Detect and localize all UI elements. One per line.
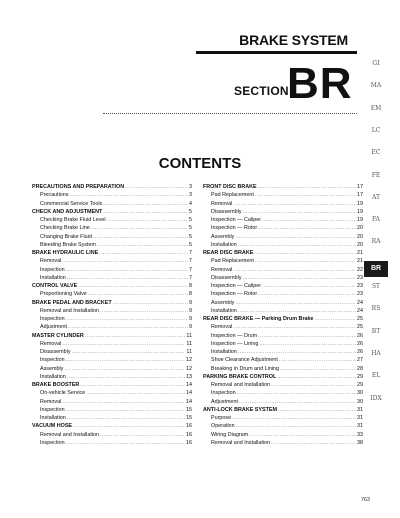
toc-leader-dots: [239, 398, 356, 406]
toc-entry[interactable]: [203, 224, 363, 232]
toc-leader-dots: [125, 183, 188, 191]
toc-entry-page: 5: [189, 225, 192, 232]
toc-entry[interactable]: [32, 299, 192, 307]
toc-entry-page: 28: [357, 365, 363, 372]
toc-entry-page: 5: [189, 217, 192, 223]
toc-entry-page: 31: [357, 415, 363, 421]
toc-entry-label: Inspection: [40, 439, 65, 446]
toc-entry[interactable]: [32, 241, 192, 249]
toc-entry-page: 5: [189, 233, 192, 240]
toc-entry-label: Checking Brake Line: [40, 225, 90, 232]
side-index-tab[interactable]: HA: [371, 349, 381, 357]
toc-entry[interactable]: [203, 398, 363, 406]
toc-entry-label: Inspection: [211, 390, 236, 397]
toc-entry-label: Installation: [40, 415, 66, 421]
toc-leader-dots: [255, 191, 356, 199]
toc-entry-label: Inspection: [40, 357, 65, 364]
toc-entry-label: Removal and Installation: [211, 439, 271, 446]
toc-entry-label: Wiring Diagram: [211, 431, 249, 438]
toc-entry[interactable]: [32, 340, 192, 348]
toc-entry-page: 29: [357, 373, 363, 380]
toc-leader-dots: [113, 299, 188, 307]
toc-entry[interactable]: [203, 249, 363, 257]
toc-leader-dots: [259, 340, 356, 348]
toc-leader-dots: [243, 208, 356, 216]
toc-entry-label: ANTI-LOCK BRAKE SYSTEM: [203, 406, 277, 413]
toc-entry-page: 23: [357, 283, 363, 289]
toc-entry[interactable]: [203, 299, 363, 307]
toc-entry[interactable]: [32, 414, 192, 422]
toc-leader-dots: [107, 216, 188, 224]
toc-leader-dots: [232, 414, 356, 422]
toc-entry-page: 26: [357, 349, 363, 355]
toc-entry-page: 15: [186, 406, 192, 413]
toc-entry[interactable]: [32, 290, 192, 298]
toc-entry-page: 19: [357, 200, 363, 207]
toc-entry[interactable]: [32, 183, 192, 191]
toc-entry[interactable]: [203, 274, 363, 282]
toc-leader-dots: [66, 406, 185, 414]
side-index-tab[interactable]: RS: [371, 305, 381, 313]
toc-leader-dots: [103, 208, 188, 216]
toc-leader-dots: [99, 249, 188, 257]
toc-leader-dots: [233, 200, 356, 208]
toc-entry-page: 20: [357, 233, 363, 240]
toc-entry[interactable]: [32, 315, 192, 323]
toc-entry[interactable]: [203, 282, 363, 290]
toc-entry[interactable]: [203, 290, 363, 298]
toc-entry-label: Inspection — Drum: [211, 332, 258, 339]
toc-entry-page: 25: [357, 324, 363, 331]
toc-entry[interactable]: [32, 224, 192, 232]
toc-entry[interactable]: [203, 414, 363, 422]
toc-entry-page: 8: [189, 283, 192, 289]
toc-entry-label: Adjustment: [211, 398, 238, 405]
toc-leader-dots: [103, 200, 188, 208]
toc-entry[interactable]: [203, 381, 363, 389]
toc-entry-label: On-vehicle Service: [40, 390, 86, 397]
toc-leader-dots: [100, 307, 188, 315]
toc-entry-label: PRECAUTIONS AND PREPARATION: [32, 184, 125, 190]
toc-entry-page: 23: [357, 291, 363, 298]
toc-entry-page: 11: [186, 332, 192, 339]
toc-entry-label: FRONT DISC BRAKE: [203, 184, 257, 190]
toc-entry[interactable]: [203, 307, 363, 315]
toc-entry-label: Breaking in Drum and Lining: [211, 365, 280, 372]
toc-leader-dots: [66, 266, 188, 274]
toc-leader-dots: [88, 290, 188, 298]
toc-leader-dots: [258, 183, 356, 191]
contents-heading: CONTENTS: [158, 155, 242, 172]
toc-leader-dots: [255, 257, 356, 265]
toc-entry-label: Inspection — Lining: [211, 340, 259, 347]
toc-leader-dots: [258, 224, 356, 232]
toc-leader-dots: [72, 348, 186, 356]
toc-entry-page: 13: [186, 373, 192, 380]
toc-entry-page: 19: [357, 217, 363, 223]
toc-entry-page: 17: [357, 184, 363, 190]
toc-entry[interactable]: [203, 422, 363, 430]
toc-leader-dots: [73, 422, 185, 430]
toc-entry-page: 24: [357, 307, 363, 314]
toc-entry-label: CHECK AND ADJUSTMENT: [32, 208, 103, 215]
toc-entry[interactable]: [32, 422, 192, 430]
toc-leader-dots: [67, 274, 188, 282]
toc-entry-page: 31: [357, 423, 363, 430]
toc-entry[interactable]: [32, 249, 192, 257]
toc-entry[interactable]: [203, 200, 363, 208]
toc-leader-dots: [235, 233, 356, 241]
side-index-tab[interactable]: IDX: [370, 394, 382, 402]
toc-entry-page: 24: [357, 299, 363, 306]
toc-entry[interactable]: [203, 439, 363, 447]
toc-entry-label: Removal: [211, 266, 233, 273]
toc-leader-dots: [91, 224, 188, 232]
toc-entry[interactable]: [32, 323, 192, 331]
toc-entry-page: 20: [357, 225, 363, 232]
toc-entry-label: Removal: [211, 324, 233, 331]
toc-entry-label: Operation: [211, 423, 235, 430]
toc-leader-dots: [233, 323, 356, 331]
toc-leader-dots: [262, 216, 356, 224]
toc-leader-dots: [278, 406, 356, 414]
toc-entry[interactable]: [32, 389, 192, 397]
toc-leader-dots: [100, 431, 185, 439]
toc-left-column: [32, 183, 192, 447]
toc-leader-dots: [64, 365, 185, 373]
toc-entry-label: Disassembly: [211, 274, 242, 281]
toc-entry-page: 16: [186, 423, 192, 430]
toc-entry-page: 17: [357, 192, 363, 199]
toc-entry[interactable]: [32, 439, 192, 447]
toc-entry-label: Changing Brake Fluid: [40, 233, 92, 240]
page-title: BRAKE SYSTEM: [239, 32, 348, 48]
toc-entry-label: Inspection — Caliper: [211, 283, 262, 289]
toc-leader-dots: [67, 414, 185, 422]
toc-entry[interactable]: [203, 340, 363, 348]
toc-entry[interactable]: [203, 183, 363, 191]
toc-entry-page: 9: [189, 299, 192, 306]
toc-entry-label: Disassembly: [40, 349, 71, 355]
toc-leader-dots: [271, 381, 356, 389]
toc-entry-page: 14: [186, 390, 192, 397]
toc-entry[interactable]: [32, 373, 192, 381]
toc-entry[interactable]: [32, 356, 192, 364]
toc-entry-label: Checking Brake Fluid Level: [40, 217, 106, 223]
toc-entry-label: Disassembly: [211, 208, 242, 215]
toc-entry-page: 26: [357, 332, 363, 339]
toc-right-column: [203, 183, 363, 447]
side-index-tab[interactable]: AT: [371, 193, 380, 201]
side-index-tab[interactable]: GI: [372, 60, 380, 67]
toc-entry-label: Installation: [211, 241, 237, 248]
toc-entry-page: 21: [357, 250, 363, 256]
toc-entry-page: 33: [357, 431, 363, 438]
toc-entry-label: Removal: [40, 258, 62, 265]
toc-entry-page: 3: [189, 192, 192, 199]
toc-leader-dots: [86, 389, 185, 397]
page-number: 763: [360, 497, 370, 503]
toc-entry-page: 14: [186, 382, 192, 388]
toc-leader-dots: [271, 439, 356, 447]
toc-entry-label: Assembly: [40, 365, 64, 372]
toc-entry[interactable]: [32, 398, 192, 406]
toc-leader-dots: [66, 439, 185, 447]
toc-entry-page: 9: [189, 307, 192, 314]
toc-entry[interactable]: [32, 307, 192, 315]
toc-entry[interactable]: [203, 356, 363, 364]
side-index-tab[interactable]: FE: [371, 171, 381, 179]
toc-entry-page: 7: [189, 258, 192, 265]
toc-leader-dots: [279, 356, 356, 364]
toc-entry[interactable]: [32, 200, 192, 208]
toc-leader-dots: [258, 290, 356, 298]
toc-entry-label: Removal and Installation: [211, 382, 271, 388]
toc-leader-dots: [254, 249, 356, 257]
toc-leader-dots: [78, 282, 188, 290]
toc-entry-page: 14: [186, 398, 192, 405]
toc-entry[interactable]: [32, 216, 192, 224]
toc-entry-label: Commercial Service Tools: [40, 200, 103, 207]
toc-entry-label: Removal: [40, 340, 62, 347]
toc-entry-page: 8: [189, 291, 192, 298]
toc-entry[interactable]: [32, 348, 192, 356]
toc-entry-page: 26: [357, 340, 363, 347]
toc-entry-label: Inspection: [40, 406, 65, 413]
toc-entry-page: 29: [357, 382, 363, 388]
toc-entry-label: Pad Replacement: [211, 192, 254, 199]
toc-entry-page: 11: [186, 340, 192, 347]
toc-entry[interactable]: [32, 257, 192, 265]
toc-entry-page: 30: [357, 398, 363, 405]
title-rule: [196, 51, 357, 54]
toc-entry[interactable]: [203, 216, 363, 224]
side-index-tab[interactable]: MA: [370, 82, 382, 90]
toc-leader-dots: [258, 332, 356, 340]
section-rule: [103, 113, 357, 114]
toc-entry-page: 16: [186, 439, 192, 446]
toc-entry-label: Inspection: [40, 266, 65, 273]
toc-entry-label: CONTROL VALVE: [32, 283, 78, 289]
toc-entry-page: 19: [357, 208, 363, 215]
toc-entry-label: Inspection — Caliper: [211, 217, 262, 223]
toc-entry[interactable]: [32, 233, 192, 241]
toc-entry-label: Precautions: [40, 192, 69, 199]
toc-entry-label: BRAKE HYDRAULIC LINE: [32, 250, 99, 256]
toc-entry-page: 7: [189, 250, 192, 256]
toc-entry-label: Inspection — Rotor: [211, 225, 258, 232]
toc-leader-dots: [233, 266, 356, 274]
toc-entry-page: 9: [189, 324, 192, 331]
toc-entry-page: 38: [357, 439, 363, 446]
toc-entry-label: Assembly: [211, 233, 235, 240]
toc-entry-page: 7: [189, 274, 192, 281]
toc-entry-label: Pad Replacement: [211, 258, 254, 265]
toc-entry[interactable]: [32, 406, 192, 414]
toc-entry-label: Inspection: [40, 316, 65, 322]
toc-entry[interactable]: [32, 381, 192, 389]
toc-leader-dots: [68, 323, 188, 331]
toc-entry-page: 11: [186, 349, 192, 355]
toc-entry-page: 7: [189, 266, 192, 273]
toc-entry[interactable]: [203, 406, 363, 414]
toc-entry[interactable]: [32, 266, 192, 274]
toc-leader-dots: [238, 241, 356, 249]
toc-entry-page: 16: [186, 431, 192, 438]
toc-entry-page: 4: [189, 200, 192, 207]
toc-leader-dots: [80, 381, 185, 389]
toc-entry-label: Bleeding Brake System: [40, 241, 97, 248]
toc-entry[interactable]: [32, 282, 192, 290]
toc-leader-dots: [238, 348, 356, 356]
toc-entry[interactable]: [203, 208, 363, 216]
toc-entry[interactable]: [32, 365, 192, 373]
toc-entry-label: REAR DISC BRAKE — Parking Drum Brake: [203, 316, 314, 322]
toc-leader-dots: [97, 241, 188, 249]
toc-entry-page: 20: [357, 241, 363, 248]
toc-leader-dots: [62, 257, 188, 265]
toc-entry-page: 22: [357, 266, 363, 273]
toc-entry-label: Removal: [211, 200, 233, 207]
toc-entry-page: 5: [189, 208, 192, 215]
toc-entry[interactable]: [203, 191, 363, 199]
toc-leader-dots: [67, 373, 185, 381]
toc-entry-page: 12: [186, 365, 192, 372]
toc-entry-page: 31: [357, 406, 363, 413]
toc-leader-dots: [66, 356, 185, 364]
toc-leader-dots: [93, 233, 188, 241]
toc-entry-label: BRAKE PEDAL AND BRACKET: [32, 299, 112, 306]
toc-leader-dots: [69, 191, 188, 199]
toc-entry-label: Removal and Installation: [40, 431, 100, 438]
toc-entry[interactable]: [203, 323, 363, 331]
toc-leader-dots: [62, 340, 185, 348]
toc-entry-label: Assembly: [211, 299, 235, 306]
toc-entry[interactable]: [203, 257, 363, 265]
toc-entry[interactable]: [32, 431, 192, 439]
toc-entry[interactable]: [32, 274, 192, 282]
toc-entry-label: Installation: [40, 373, 66, 380]
toc-entry[interactable]: [203, 332, 363, 340]
side-index-tab[interactable]: EM: [370, 104, 382, 112]
toc-entry[interactable]: [32, 191, 192, 199]
toc-entry[interactable]: [32, 208, 192, 216]
toc-entry-page: 23: [357, 274, 363, 281]
toc-leader-dots: [280, 365, 356, 373]
toc-entry[interactable]: [203, 348, 363, 356]
toc-entry[interactable]: [203, 241, 363, 249]
toc-entry-label: Purpose: [211, 415, 232, 421]
side-index-tab[interactable]: BT: [371, 327, 381, 335]
toc-leader-dots: [315, 315, 356, 323]
toc-leader-dots: [62, 398, 185, 406]
toc-entry-page: 5: [189, 241, 192, 248]
toc-entry-label: Installation: [40, 274, 66, 281]
toc-entry-label: VACUUM HOSE: [32, 423, 73, 430]
toc-leader-dots: [66, 315, 188, 323]
toc-entry[interactable]: [203, 233, 363, 241]
side-index-tab[interactable]: EC: [371, 149, 381, 157]
toc-entry-label: MASTER CYLINDER: [32, 332, 84, 339]
toc-entry[interactable]: [203, 315, 363, 323]
toc-leader-dots: [237, 389, 356, 397]
side-index-tab[interactable]: FA: [372, 216, 380, 224]
toc-leader-dots: [238, 307, 356, 315]
toc-entry[interactable]: [203, 373, 363, 381]
toc-entry[interactable]: [203, 389, 363, 397]
side-index-tab[interactable]: RA: [371, 238, 381, 246]
toc-entry-label: Inspection — Rotor: [211, 291, 258, 298]
toc-entry-page: 15: [186, 415, 192, 421]
toc-entry-page: 30: [357, 390, 363, 397]
toc-entry[interactable]: [32, 332, 192, 340]
toc-entry-page: 9: [189, 316, 192, 322]
toc-leader-dots: [235, 299, 356, 307]
toc-leader-dots: [262, 282, 356, 290]
toc-entry-label: Removal and Installation: [40, 307, 100, 314]
toc-entry-page: 3: [189, 184, 192, 190]
side-index-tab[interactable]: ST: [371, 283, 381, 290]
toc-entry-label: Removal: [40, 398, 62, 405]
toc-leader-dots: [85, 332, 186, 340]
toc-leader-dots: [277, 373, 356, 381]
toc-entry-label: REAR DISC BRAKE: [203, 250, 254, 256]
toc-entry-page: 27: [357, 357, 363, 364]
toc-leader-dots: [243, 274, 356, 282]
toc-entry-label: Proportioning Valve: [40, 291, 87, 298]
toc-entry-label: Installation: [211, 307, 237, 314]
section-label: SECTION: [234, 84, 289, 98]
side-index-tab[interactable]: LC: [371, 126, 381, 134]
toc-entry-page: 25: [357, 316, 363, 322]
toc-leader-dots: [236, 422, 356, 430]
toc-entry-label: Adjustment: [40, 324, 67, 331]
toc-entry[interactable]: [203, 365, 363, 373]
toc-entry-label: PARKING BRAKE CONTROL: [203, 373, 277, 380]
toc-entry[interactable]: [203, 266, 363, 274]
toc-entry-page: 12: [186, 357, 192, 364]
toc-entry-page: 21: [357, 258, 363, 265]
toc-leader-dots: [249, 431, 356, 439]
toc-entry[interactable]: [203, 431, 363, 439]
toc-entry-label: Installation: [211, 349, 237, 355]
toc-entry-label: BRAKE BOOSTER: [32, 382, 80, 388]
side-index-tab[interactable]: BR: [364, 261, 388, 277]
side-index-tab[interactable]: EL: [371, 372, 381, 380]
toc-entry-label: Shoe Clearance Adjustment: [211, 357, 278, 364]
section-code: BR: [287, 59, 353, 108]
